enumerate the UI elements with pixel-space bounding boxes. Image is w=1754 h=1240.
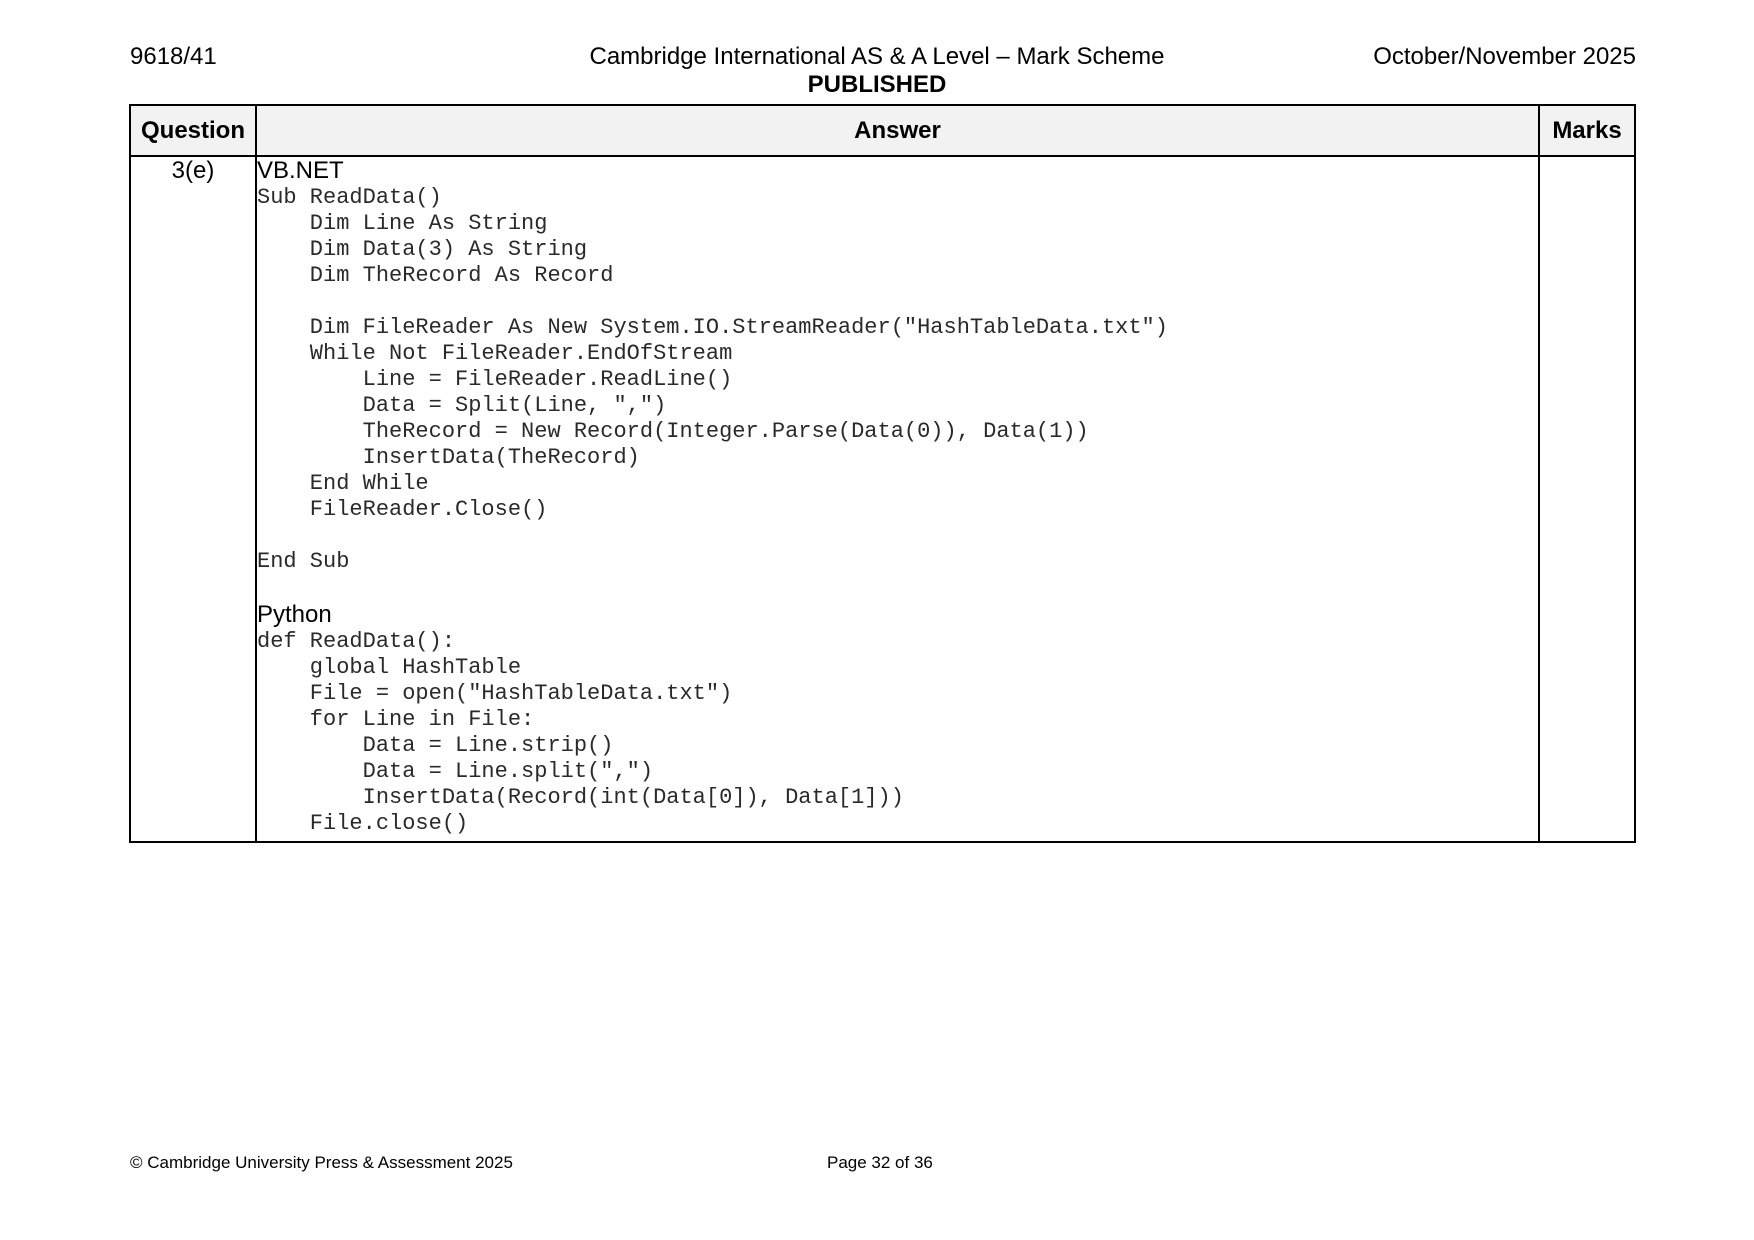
- marks-cell: [1539, 156, 1635, 842]
- page-number: Page 32 of 36: [827, 1153, 933, 1172]
- vbnet-code-block: Sub ReadData() Dim Line As String Dim Data(3) As String Dim TheRecord As Record Dim FileReader As New System.IO.StreamReader("HashTableData.txt") While Not FileReader.EndOfStream Line = FileReader.ReadLine() Data = Split(Line, ",") TheRecord = New Record(Integer.Parse(Data(0)), Data(1)) InsertData(TheRecord) End While FileReader.Close() End Sub: [257, 185, 1168, 574]
- published-label: PUBLISHED: [807, 71, 947, 98]
- mark-scheme-table: [129, 104, 1636, 843]
- copyright-notice: © Cambridge University Press & Assessment 2025: [130, 1153, 513, 1172]
- exam-session: October/November 2025: [1373, 43, 1636, 70]
- python-heading: Python: [257, 601, 332, 628]
- marks-column-header: Marks: [1539, 105, 1635, 156]
- question-number: 3(e): [130, 156, 256, 842]
- section-spacer: [257, 575, 1538, 601]
- table-row: [130, 156, 1635, 842]
- python-code-block: def ReadData(): global HashTable File = open("HashTableData.txt") for Line in File: Data = Line.strip() Data = Line.split(",") InsertData(Record(int(Data[0]), Data[1])) File.close(): [257, 629, 904, 836]
- vbnet-heading: VB.NET: [257, 157, 344, 184]
- document-title: Cambridge International AS & A Level – Mark Scheme: [589, 43, 1165, 70]
- answer-column-header: Answer: [256, 105, 1539, 156]
- answer-cell: [256, 156, 1539, 842]
- paper-code: 9618/41: [130, 43, 217, 70]
- table-header-row: [130, 105, 1635, 156]
- question-column-header: Question: [130, 105, 256, 156]
